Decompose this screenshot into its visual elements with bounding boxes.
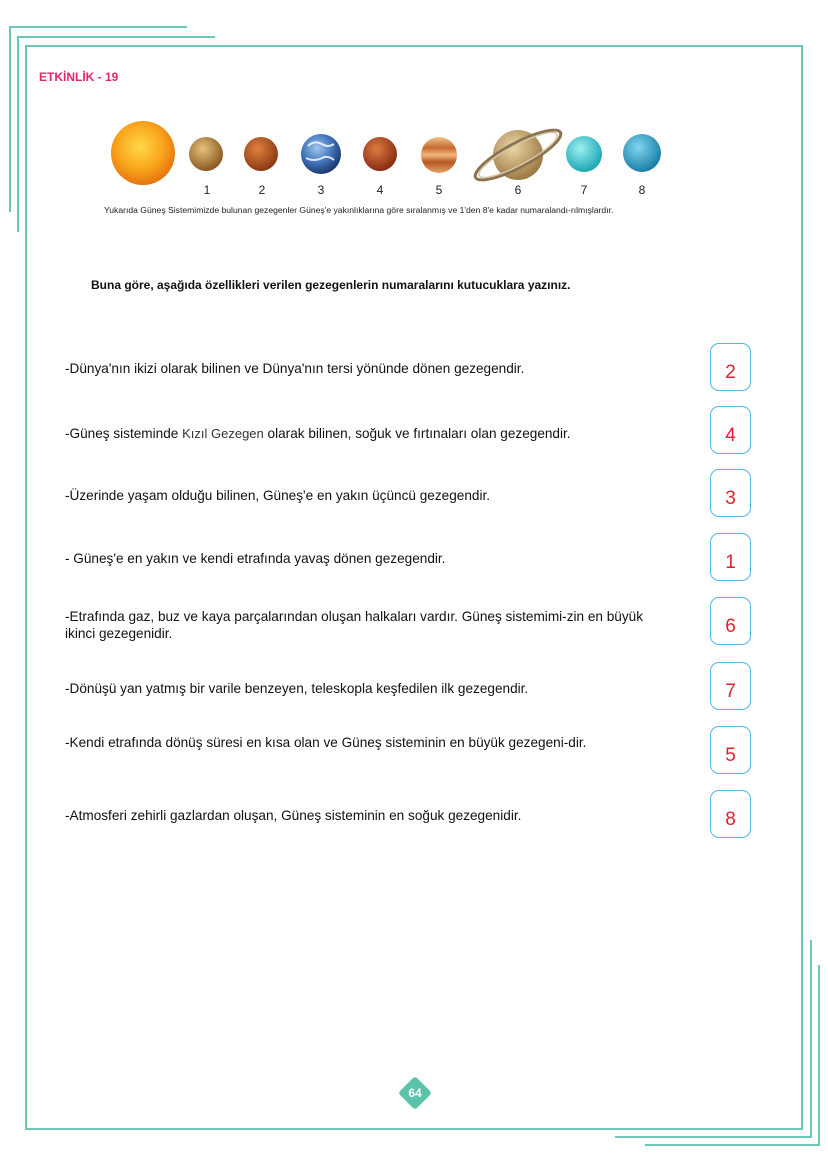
mars-illustration xyxy=(363,137,397,171)
question-5 xyxy=(65,608,677,642)
frame-bottom-mid xyxy=(615,1136,812,1138)
frame-left xyxy=(25,45,27,1130)
question-1 xyxy=(65,360,685,377)
mercury-illustration xyxy=(189,137,223,171)
answer-box-8[interactable]: 8 xyxy=(710,790,751,838)
frame-right xyxy=(801,45,803,1130)
venus-illustration xyxy=(244,137,278,171)
planet-number-6: 6 xyxy=(514,183,522,197)
planet-number-8: 8 xyxy=(638,183,646,197)
frame-right-mid xyxy=(810,940,812,1138)
question-2-text-end: olarak bilinen, soğuk ve fırtınaları olan gezegendir. xyxy=(263,426,571,441)
question-2-text-start: -Güneş sisteminde xyxy=(65,426,183,441)
frame-bottom xyxy=(25,1128,803,1130)
question-4 xyxy=(65,550,685,567)
question-6-text: -Dönüşü yan yatmış bir varile benzeyen, teleskopla keşfedilen ilk gezegendir. xyxy=(65,681,529,696)
question-3-text: -Üzerinde yaşam olduğu bilinen, Güneş'e en yakın üçüncü gezegendir. xyxy=(65,488,491,503)
uranus-illustration xyxy=(566,136,602,172)
planet-number-7: 7 xyxy=(580,183,588,197)
planet-number-5: 5 xyxy=(435,183,443,197)
instruction-text: Buna göre, aşağıda özellikleri verilen gezegenlerin numaralarını kutucuklara yazınız. xyxy=(91,278,571,292)
planet-number-1: 1 xyxy=(203,183,211,197)
question-6 xyxy=(65,680,685,697)
question-4-text: - Güneş'e en yakın ve kendi etrafında yavaş dönen gezegendir. xyxy=(65,551,446,566)
question-2-highlight: Kızıl Gezegen xyxy=(182,426,264,441)
answer-box-1[interactable]: 2 xyxy=(710,343,751,391)
frame-top-outer xyxy=(9,26,187,28)
neptune-illustration xyxy=(623,134,661,172)
jupiter-illustration xyxy=(421,137,457,173)
planets-caption: Yukarıda Güneş Sistemimizde bulunan gezegenler Güneş'e yakınlıklarına göre sıralanmış ve 1'den 8'e kadar numaralandı-rılmışlardır. xyxy=(104,205,614,215)
question-8 xyxy=(65,807,685,824)
frame-left-mid xyxy=(17,36,19,232)
page-number: 64 xyxy=(408,1086,422,1100)
question-2 xyxy=(65,425,685,442)
answer-box-3[interactable]: 3 xyxy=(710,469,751,517)
answer-box-7[interactable]: 5 xyxy=(710,726,751,774)
planet-number-2: 2 xyxy=(258,183,266,197)
question-1-text: -Dünya'nın ikizi olarak bilinen ve Dünya'nın tersi yönünde dönen gezegendir. xyxy=(65,361,525,376)
frame-left-outer xyxy=(9,26,11,212)
question-5-text: -Etrafında gaz, buz ve kaya parçalarından oluşan halkaları vardır. Güneş sistemimi-zin en büyük ikinci gezegenidir. xyxy=(65,609,644,641)
frame-top xyxy=(25,45,803,47)
answer-box-4[interactable]: 1 xyxy=(710,533,751,581)
frame-bottom-outer xyxy=(645,1144,820,1146)
question-7-text: -Kendi etrafında dönüş süresi en kısa olan ve Güneş sisteminin en büyük gezegeni-dir. xyxy=(65,735,587,750)
planet-number-3: 3 xyxy=(317,183,325,197)
question-3 xyxy=(65,487,685,504)
earth-illustration xyxy=(301,134,341,174)
frame-right-outer xyxy=(818,965,820,1146)
sun-illustration xyxy=(111,121,175,185)
question-7 xyxy=(65,734,677,751)
planet-number-4: 4 xyxy=(376,183,384,197)
activity-title: ETKİNLİK - 19 xyxy=(39,70,119,84)
answer-box-5[interactable]: 6 xyxy=(710,597,751,645)
answer-box-2[interactable]: 4 xyxy=(710,406,751,454)
saturn-illustration xyxy=(470,122,566,188)
frame-top-mid xyxy=(17,36,215,38)
question-8-text: -Atmosferi zehirli gazlardan oluşan, Güneş sisteminin en soğuk gezegenidir. xyxy=(65,808,522,823)
answer-box-6[interactable]: 7 xyxy=(710,662,751,710)
